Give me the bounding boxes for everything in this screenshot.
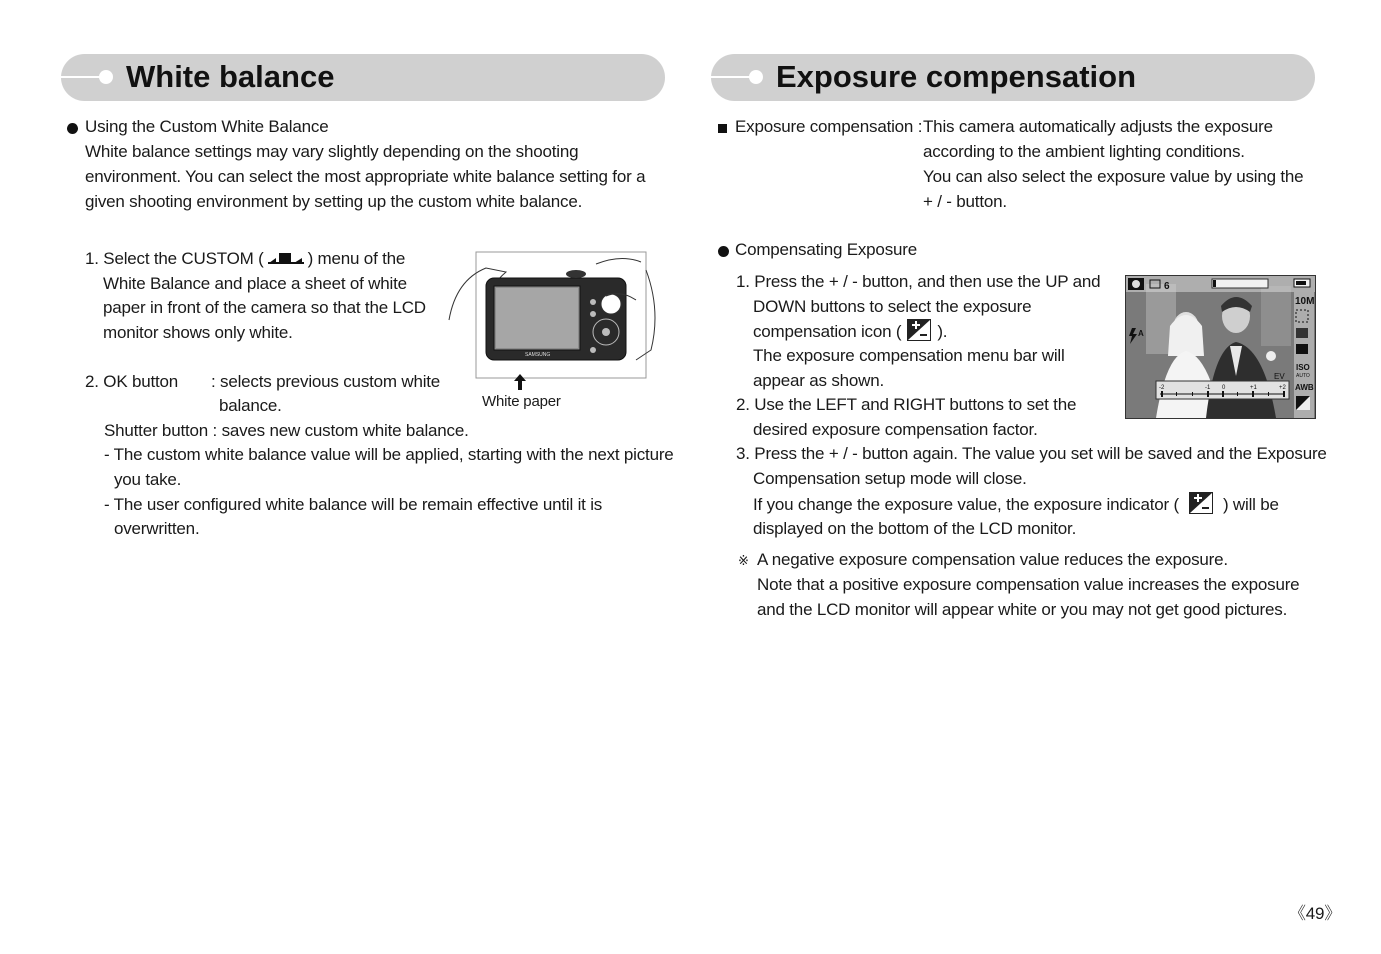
ev-tick-label: +2 bbox=[1279, 385, 1286, 391]
step2-desc-2: balance. bbox=[219, 396, 282, 415]
shot-count-label: 6 bbox=[1164, 281, 1170, 292]
intro-line-2: environment. You can select the most appropriate white balance setting for a bbox=[85, 167, 646, 186]
step1-text-post: ) menu of the bbox=[307, 249, 406, 268]
step1-line-4: monitor shows only white. bbox=[103, 323, 293, 342]
r-step1-line-1: 1. Press the + / - button, and then use the UP and bbox=[736, 272, 1101, 291]
ev-label: EV bbox=[1274, 372, 1285, 381]
definition-line-1: This camera automatically adjusts the exposure bbox=[923, 117, 1273, 136]
intro-line-1: White balance settings may vary slightly depending on the shooting bbox=[85, 142, 579, 161]
compensating-heading: Compensating Exposure bbox=[735, 240, 917, 259]
note-line-2: Note that a positive exposure compensation value increases the exposure bbox=[757, 575, 1300, 594]
definition-line-2: according to the ambient lighting conditions. bbox=[923, 142, 1245, 161]
r-step1-line-3 bbox=[753, 319, 947, 345]
ev-tick-label: -1 bbox=[1205, 385, 1211, 391]
camera-brand-label: SAMSUNG bbox=[525, 352, 551, 358]
exposure-compensation-icon bbox=[907, 319, 931, 341]
intro-line-3: given shooting environment by setting up the custom white balance. bbox=[85, 192, 583, 211]
step2-desc: : selects previous custom white bbox=[211, 372, 441, 391]
r-step3-pre: If you change the exposure value, the exposure indicator ( bbox=[753, 495, 1179, 514]
exposure-indicator-icon bbox=[1189, 492, 1213, 514]
r-step3-line-3 bbox=[753, 492, 1279, 518]
step2-label: 2. OK button bbox=[85, 372, 179, 391]
page-number: 《49》 bbox=[1289, 904, 1342, 923]
header-dot-decoration bbox=[749, 70, 763, 84]
iso-label: ISO bbox=[1296, 363, 1310, 372]
note-line-3: and the LCD monitor will appear white or you may not get good pictures. bbox=[757, 600, 1288, 619]
arrow-up-icon bbox=[513, 374, 527, 390]
step1-line-2: White Balance and place a sheet of white bbox=[103, 274, 407, 293]
r-step3-line-4: displayed on the bottom of the LCD monitor. bbox=[753, 519, 1077, 538]
note1-line-1: - The custom white balance value will be applied, starting with the next picture bbox=[104, 445, 674, 464]
note2-line-2: overwritten. bbox=[114, 519, 200, 538]
step1-line-1 bbox=[85, 247, 405, 272]
camera-with-white-paper-figure bbox=[446, 250, 656, 380]
r-step1-post: ). bbox=[937, 322, 948, 341]
exposure-compensation-header bbox=[711, 54, 1315, 101]
r-step1-pre: compensation icon ( bbox=[753, 322, 902, 341]
image-size-label: 10M bbox=[1295, 296, 1315, 307]
r-step2-line-1: 2. Use the LEFT and RIGHT buttons to set the bbox=[736, 395, 1077, 414]
header-dot-decoration bbox=[99, 70, 113, 84]
ev-tick-label: -2 bbox=[1159, 385, 1165, 391]
bullet-icon bbox=[67, 123, 78, 134]
custom-wb-icon bbox=[268, 247, 304, 259]
flash-mode-label: A bbox=[1138, 329, 1144, 338]
definition-label: Exposure compensation : bbox=[735, 117, 923, 136]
note-line-1: A negative exposure compensation value reduces the exposure. bbox=[757, 550, 1228, 569]
shutter-button-desc: Shutter button : saves new custom white balance. bbox=[104, 421, 469, 440]
custom-wb-heading: Using the Custom White Balance bbox=[85, 117, 329, 136]
r-step1-line-4: The exposure compensation menu bar will bbox=[753, 346, 1065, 365]
note2-line-1: - The user configured white balance will be remain effective until it is bbox=[104, 495, 603, 514]
step1-line-3: paper in front of the camera so that the LCD bbox=[103, 298, 426, 317]
r-step2-line-2: desired exposure compensation factor. bbox=[753, 420, 1038, 439]
note1-line-2: you take. bbox=[114, 470, 182, 489]
bullet-icon bbox=[718, 246, 729, 257]
awb-label: AWB bbox=[1295, 383, 1314, 392]
r-step3-line-2: Compensation setup mode will close. bbox=[753, 469, 1027, 488]
r-step1-line-2: DOWN buttons to select the exposure bbox=[753, 297, 1032, 316]
white-balance-header bbox=[61, 54, 665, 101]
square-bullet-icon bbox=[718, 124, 727, 133]
r-step3-line-1: 3. Press the + / - button again. The value you set will be saved and the Exposure bbox=[736, 444, 1327, 463]
lcd-monitor-figure bbox=[1125, 275, 1316, 419]
r-step1-line-5: appear as shown. bbox=[753, 371, 884, 390]
ev-tick-label: +1 bbox=[1250, 385, 1257, 391]
iso-auto-label: AUTO bbox=[1296, 373, 1310, 379]
r-step3-post: ) will be bbox=[1222, 495, 1279, 514]
definition-line-4: + / - button. bbox=[923, 192, 1007, 211]
step1-text-pre: 1. Select the CUSTOM ( bbox=[85, 249, 264, 268]
exposure-compensation-title: Exposure compensation bbox=[776, 59, 1137, 94]
figure-caption: White paper bbox=[482, 393, 561, 410]
note-reference-mark: ※ bbox=[738, 553, 749, 568]
definition-line-3: You can also select the exposure value by using the bbox=[923, 167, 1304, 186]
white-balance-title: White balance bbox=[126, 59, 335, 94]
ev-tick-label: 0 bbox=[1222, 385, 1226, 391]
